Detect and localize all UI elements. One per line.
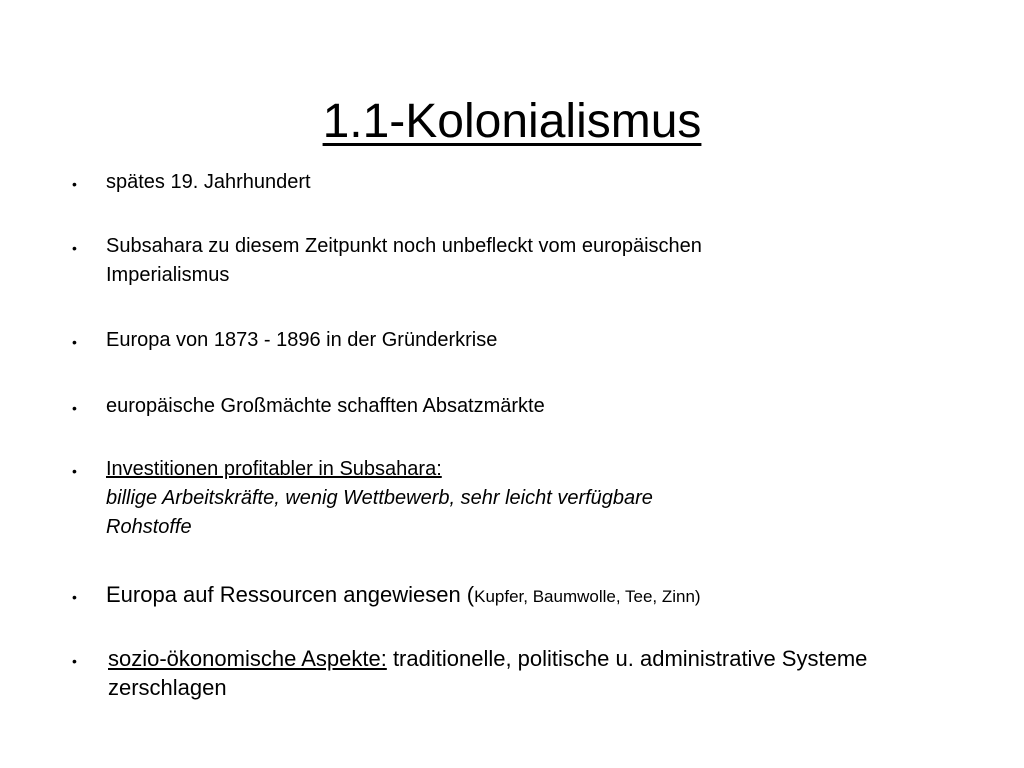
bullet-rest: traditionelle, politische u. administrative Systeme — [386, 646, 868, 671]
bullet-dot-icon: • — [72, 176, 77, 192]
bullet-text: Europa von 1873 - 1896 in der Gründerkrise — [106, 329, 498, 351]
bullet-text — [108, 644, 968, 702]
bullet-text: europäische Großmächte schafften Absatzmärkte — [106, 395, 545, 417]
bullet-detail: Kupfer, Baumwolle, Tee, Zinn) — [474, 587, 701, 606]
bullet-line: zerschlagen — [108, 675, 227, 700]
bullet-text — [106, 580, 966, 611]
bullet-text: spätes 19. Jahrhundert — [106, 171, 311, 193]
bullet-dot-icon: • — [72, 334, 77, 350]
bullet-line: Imperialismus — [106, 264, 230, 286]
bullet-line: Subsahara zu diesem Zeitpunkt noch unbefleckt vom europäischen — [106, 235, 702, 257]
bullet-text — [106, 232, 966, 290]
slide-title — [0, 92, 1024, 152]
slide-title-text: 1.1-Kolonialismus — [322, 95, 702, 148]
bullet-dot-icon: • — [72, 589, 77, 605]
bullet-dot-icon: • — [72, 240, 77, 256]
bullet-dot-icon: • — [72, 653, 77, 669]
bullet-main: Europa auf Ressourcen angewiesen ( — [106, 582, 475, 607]
bullet-line: billige Arbeitskräfte, wenig Wettbewerb, sehr leicht verfügbare — [106, 487, 653, 509]
bullet-text — [106, 455, 966, 542]
bullet-dot-icon: • — [72, 400, 77, 416]
bullet-line: Rohstoffe — [106, 516, 192, 538]
bullet-heading: sozio-ökonomische Aspekte: — [108, 646, 387, 671]
bullet-heading: Investitionen profitabler in Subsahara: — [106, 458, 442, 480]
bullet-dot-icon: • — [72, 463, 77, 479]
